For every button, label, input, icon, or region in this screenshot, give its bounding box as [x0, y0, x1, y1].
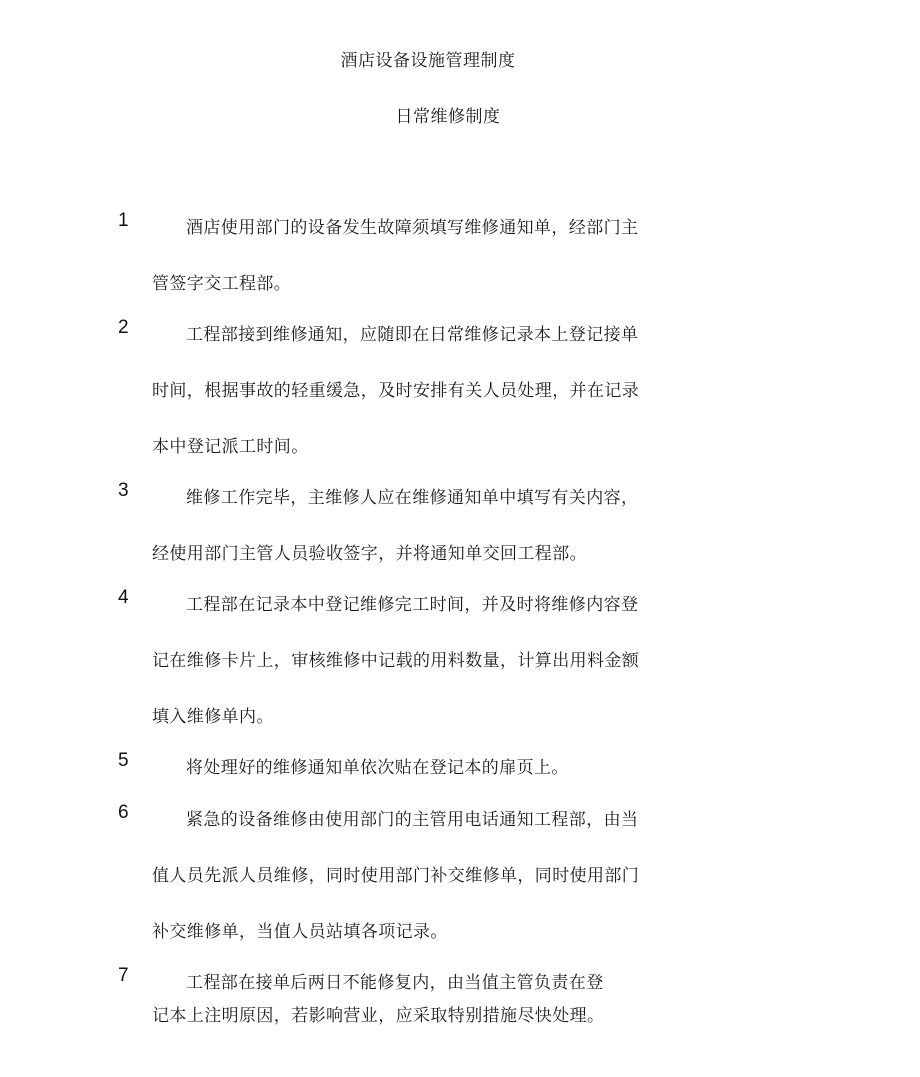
- item-text-line: 将处理好的维修通知单依次贴在登记本的扉页上。: [186, 758, 569, 778]
- item-number: 6: [118, 802, 129, 823]
- item-text-line: 时间，根据事故的轻重缓急，及时安排有关人员处理，并在记录: [152, 381, 640, 401]
- item-text-line: 记本上注明原因，若影响营业，应采取特别措施尽快处理。: [152, 1006, 605, 1026]
- item-text-line: 本中登记派工时间。: [152, 437, 309, 457]
- item-text-line: 酒店使用部门的设备发生故障须填写维修通知单，经部门主: [186, 218, 639, 238]
- item-text-line: 工程部接到维修通知，应随即在日常维修记录本上登记接单: [186, 325, 639, 345]
- section-title: 日常维修制度: [395, 107, 501, 127]
- item-number: 2: [118, 317, 129, 338]
- item-text-line: 经使用部门主管人员验收签字，并将通知单交回工程部。: [152, 544, 587, 564]
- item-text-line: 记在维修卡片上，审核维修中记载的用料数量，计算出用料金额: [152, 651, 640, 671]
- item-number: 3: [118, 480, 129, 501]
- item-number: 4: [118, 587, 129, 608]
- item-text-line: 工程部在记录本中登记维修完工时间，并及时将维修内容登: [186, 595, 639, 615]
- item-text-line: 补交维修单，当值人员站填各项记录。: [152, 922, 448, 942]
- item-number: 1: [118, 210, 129, 231]
- item-text-line: 管签字交工程部。: [152, 274, 292, 294]
- item-text-line: 工程部在接单后两日不能修复内，由当值主管负责在登: [186, 973, 604, 993]
- item-text-line: 值人员先派人员维修，同时使用部门补交维修单，同时使用部门: [152, 866, 640, 886]
- item-text-line: 填入维修单内。: [152, 707, 274, 727]
- item-text-line: 维修工作完毕，主维修人应在维修通知单中填写有关内容，: [186, 488, 639, 508]
- item-number: 7: [118, 965, 129, 986]
- document-title: 酒店设备设施管理制度: [340, 51, 516, 71]
- item-text-line: 紧急的设备维修由使用部门的主管用电话通知工程部，由当: [186, 810, 639, 830]
- item-number: 5: [118, 750, 129, 771]
